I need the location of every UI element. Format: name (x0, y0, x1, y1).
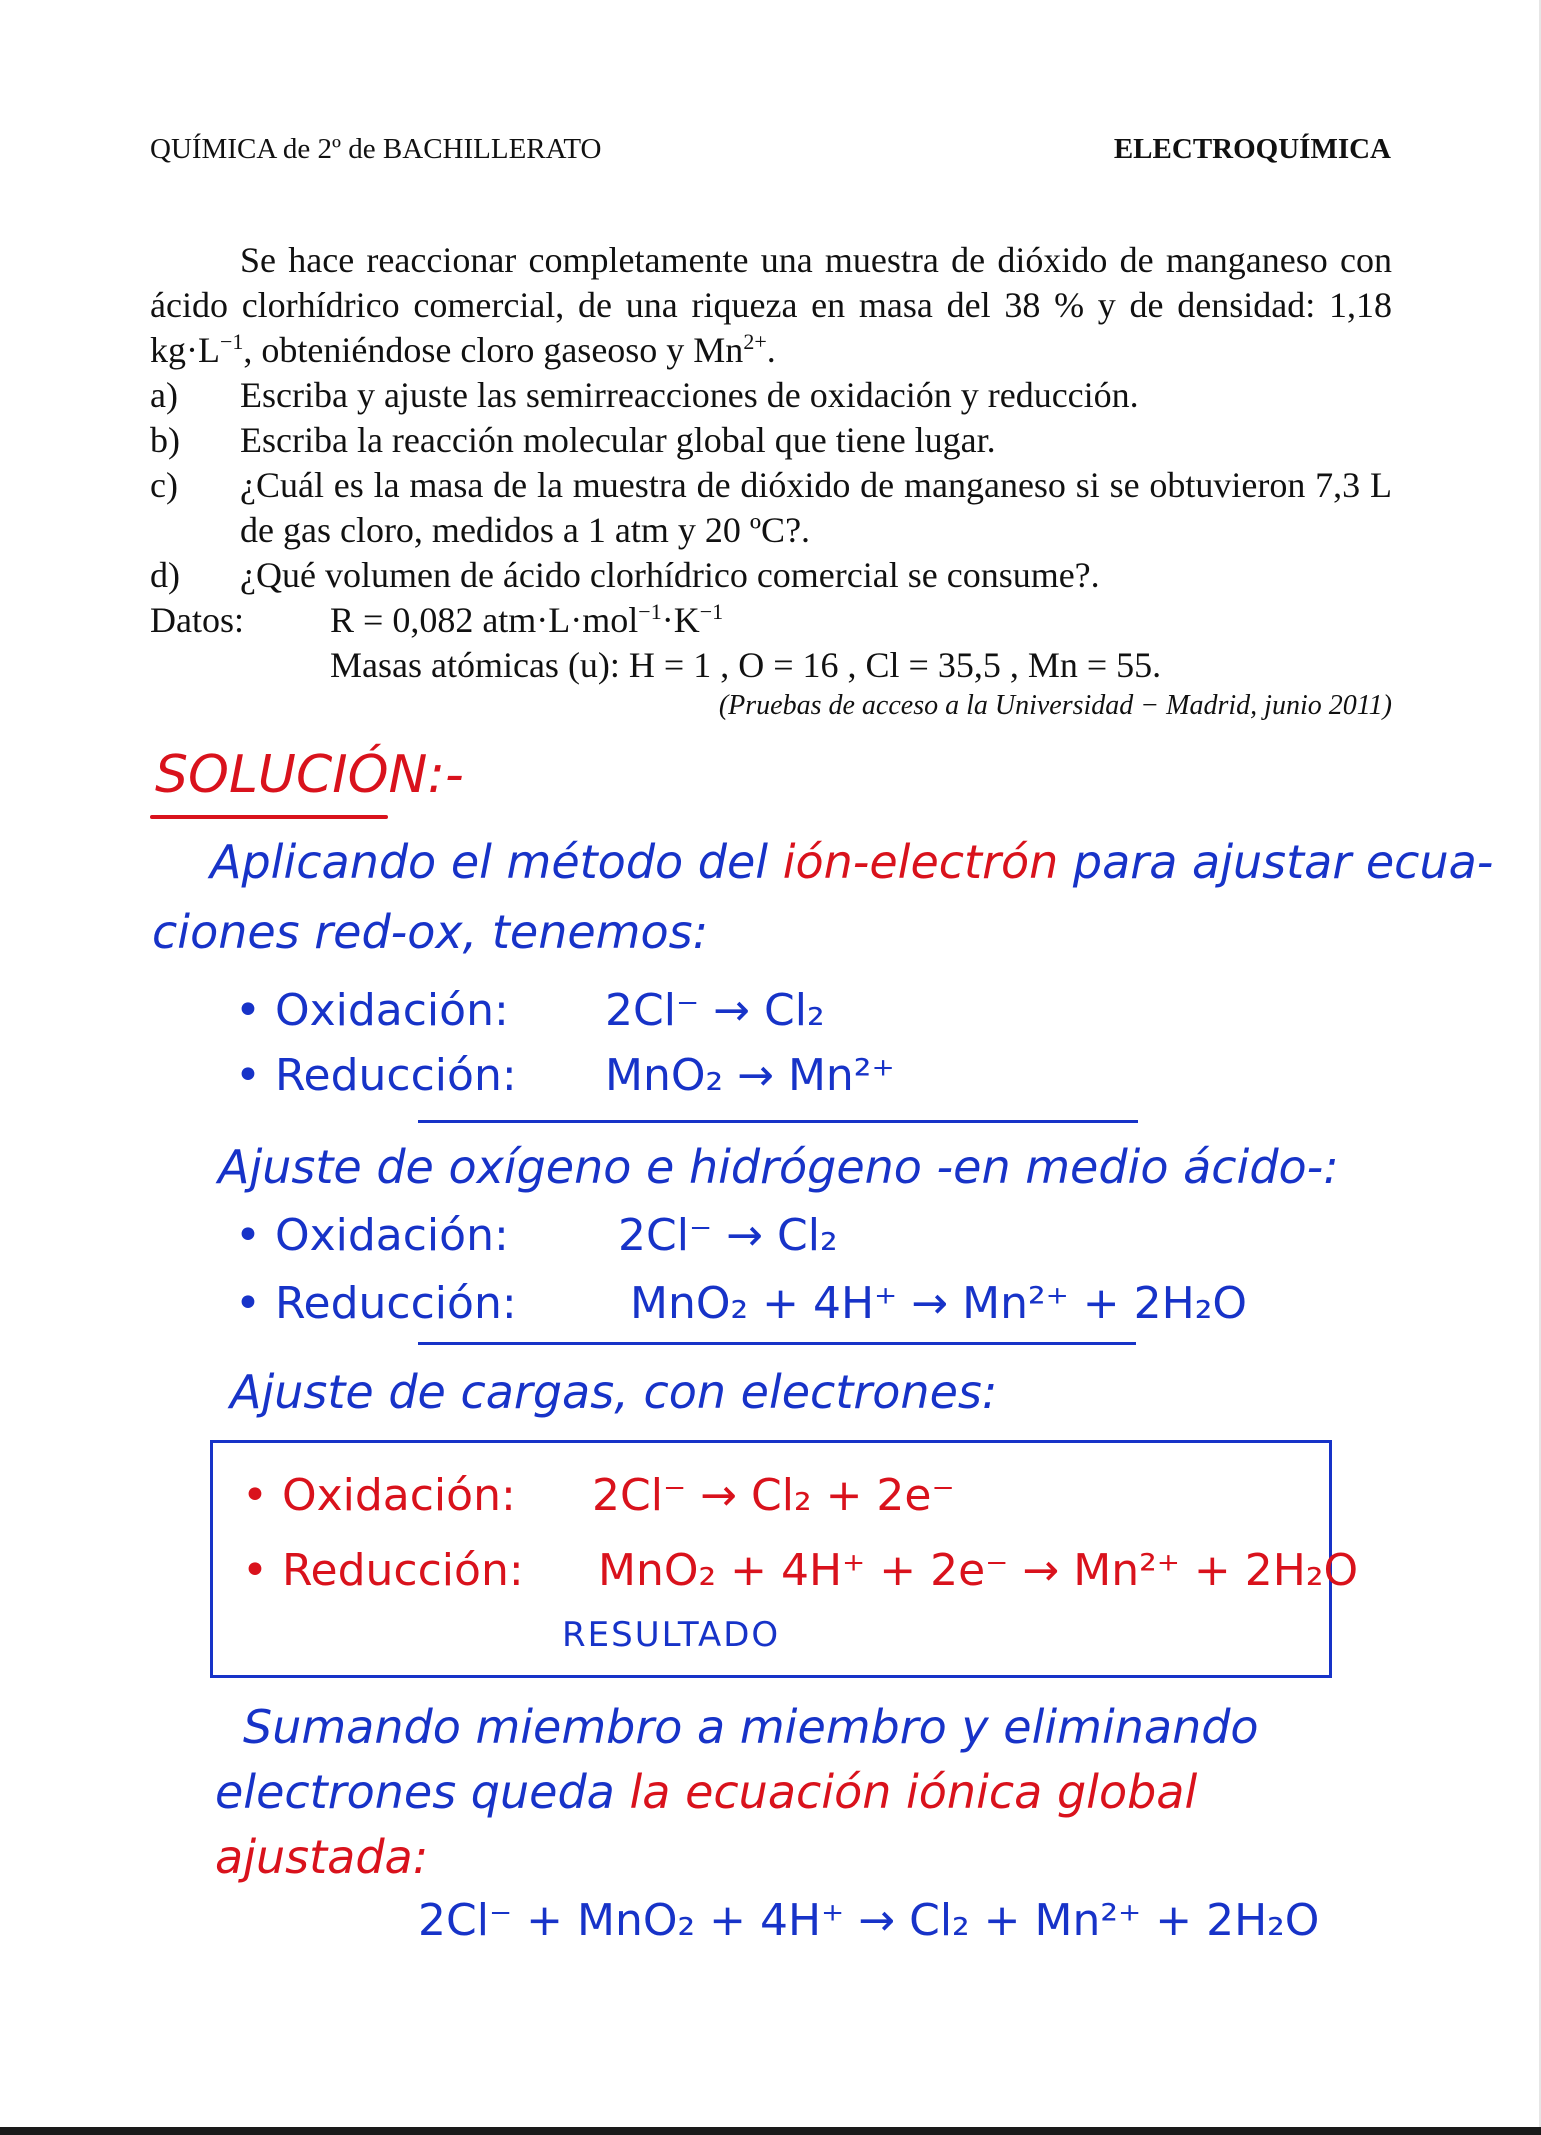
result-label: RESULTADO (562, 1615, 781, 1655)
step2-oxidation-equation: 2Cl⁻ → Cl₂ (618, 1210, 838, 1261)
step2-oxidation-label: • Oxidación: (235, 1210, 509, 1261)
question-a: a) Escriba y ajuste las semirreacciones de oxidación y reducción. (150, 375, 1139, 415)
box-reduction-label: • Reducción: (242, 1545, 524, 1596)
step1-oxidation-equation: 2Cl⁻ → Cl₂ (605, 985, 825, 1036)
solution-intro-line-2: ciones red-ox, tenemos: (152, 905, 709, 959)
problem-statement (150, 238, 1392, 724)
step1-reduction-label: • Reducción: (235, 1050, 517, 1101)
step2-reduction-label: • Reducción: (235, 1278, 517, 1329)
scan-edge-bottom (0, 2127, 1541, 2135)
global-ionic-equation: 2Cl⁻ + MnO₂ + 4H⁺ → Cl₂ + Mn²⁺ + 2H₂O (418, 1895, 1320, 1946)
step1-oxidation-label: • Oxidación: (235, 985, 509, 1036)
step2-reduction-equation: MnO₂ + 4H⁺ → Mn²⁺ + 2H₂O (630, 1278, 1248, 1329)
box-reduction-equation: MnO₂ + 4H⁺ + 2e⁻ → Mn²⁺ + 2H₂O (598, 1545, 1359, 1596)
data-gas-constant: Datos: R = 0,082 $atm\cdot L\cdot mol^{-1}\cdot K^{-1}$ (150, 599, 724, 640)
question-d: d) ¿Qué volumen de ácido clorhídrico comercial se consume?. (150, 555, 1100, 595)
step3-title: Ajuste de cargas, con electrones: (230, 1365, 998, 1419)
problem-intro: Se hace reaccionar completamente una muestra de dióxido de manganeso con ácido clorhídrico comercial, de una riqueza en masa del 38 % y de densidad: 1,18 $kg\cdot L^{-1}$, obteniéndose cloro gaseoso y $Mn^{2+}$. (150, 240, 1392, 370)
separator-line-1 (418, 1120, 1138, 1123)
box-oxidation-label: • Oxidación: (242, 1470, 516, 1521)
data-atomic-masses: Masas atómicas (u): H = 1 , O = 16 , Cl = 35,5 , Mn = 55. (330, 645, 1162, 685)
sum-line-2: electrones queda la ecuación iónica global (215, 1765, 1198, 1819)
question-c: c) ¿Cuál es la masa de la muestra de dióxido de manganeso si se obtuvieron 7,3 L de gas cloro, medidos a 1 atm y 20 ºC?. (150, 465, 1392, 550)
solution-title-underline (150, 815, 388, 819)
header-subject: QUÍMICA de 2º de BACHILLERATO (150, 133, 602, 165)
solution-title: SOLUCIÓN:- (155, 745, 464, 805)
box-oxidation-equation: 2Cl⁻ → Cl₂ + 2e⁻ (592, 1470, 955, 1521)
question-b: b) Escriba la reacción molecular global que tiene lugar. (150, 420, 996, 460)
separator-line-2 (418, 1342, 1136, 1345)
header-topic: ELECTROQUÍMICA (1113, 133, 1391, 165)
solution-intro-line-1: Aplicando el método del ión-electrón para ajustar ecua- (210, 835, 1494, 889)
step1-reduction-equation: MnO₂ → Mn²⁺ (605, 1050, 895, 1101)
exam-source: (Pruebas de acceso a la Universidad − Madrid, junio 2011) (718, 690, 1392, 721)
sum-line-3: ajustada: (215, 1830, 429, 1884)
step2-title: Ajuste de oxígeno e hidrógeno -en medio ácido-: (218, 1140, 1339, 1194)
sum-line-1: Sumando miembro a miembro y eliminando (243, 1700, 1259, 1754)
